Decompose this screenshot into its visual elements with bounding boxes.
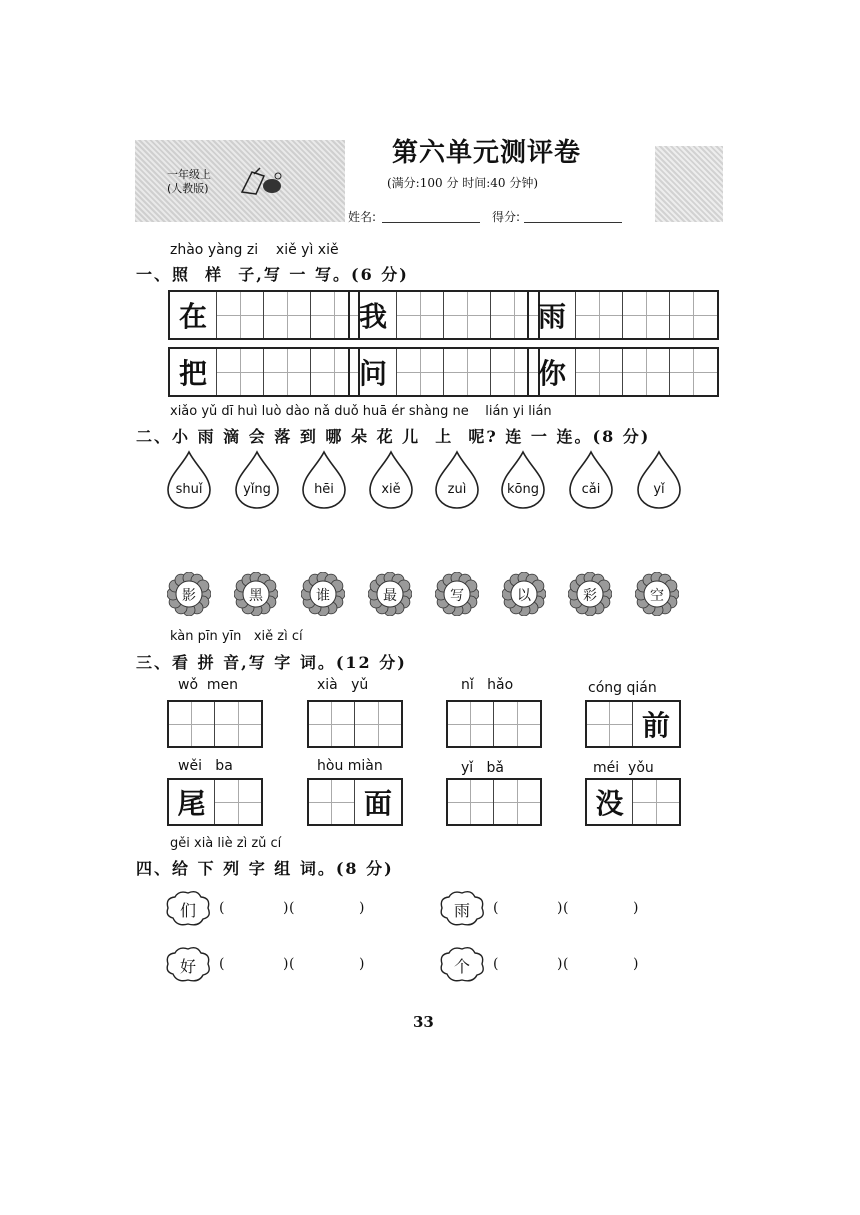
answer-blank[interactable]: [227, 900, 279, 920]
grid-cell[interactable]: [670, 349, 717, 395]
flower-char: 以: [517, 588, 531, 604]
answer-blank-paren: ): [283, 956, 289, 972]
q3-item-pinyin: xià yǔ: [317, 677, 369, 693]
raindrop-2[interactable]: [234, 450, 280, 510]
grade-label: [167, 168, 211, 196]
grid-cell[interactable]: [576, 292, 623, 338]
answer-blank-paren: (: [563, 956, 569, 972]
page-number: 33: [413, 1013, 434, 1031]
answer-blank-paren: ): [557, 956, 563, 972]
raindrop-8[interactable]: [636, 450, 682, 510]
q3-item-pinyin: wěi ba: [178, 758, 233, 774]
q1-grid[interactable]: [348, 290, 540, 340]
answer-blank-paren: ): [633, 956, 639, 972]
raindrop-7[interactable]: [568, 450, 614, 510]
raindrop-icon: [166, 450, 212, 510]
flower-char: 彩: [583, 588, 597, 604]
flower-7[interactable]: [568, 572, 612, 616]
grid-cell[interactable]: [264, 349, 311, 395]
grid-cell[interactable]: [670, 292, 717, 338]
q3-word-grid[interactable]: [167, 778, 263, 826]
answer-blank[interactable]: [571, 956, 623, 976]
q3-word-grid[interactable]: [307, 700, 403, 748]
grade-line2: (人教版): [167, 182, 209, 195]
grid-cell[interactable]: [587, 702, 633, 746]
answer-blank-paren: (: [219, 956, 225, 972]
q4-char: 个: [453, 957, 470, 976]
grid-cell[interactable]: [623, 292, 670, 338]
raindrop-pinyin: kōng: [507, 482, 539, 497]
raindrop-icon: [568, 450, 614, 510]
grid-cell: 问: [350, 349, 397, 395]
raindrop-6[interactable]: [500, 450, 546, 510]
q3-word-grid[interactable]: [446, 778, 542, 826]
q3-item-pinyin: nǐ hǎo: [461, 677, 514, 693]
answer-blank-paren: (: [289, 956, 295, 972]
q4-char-badge: [163, 888, 213, 928]
q3-word-grid[interactable]: [585, 700, 681, 748]
raindrop-pinyin: hēi: [314, 482, 334, 497]
q2-heading: 二、小 雨 滴 会 落 到 哪 朵 花 儿 上 呢? 连 一 连。(8 分): [136, 427, 651, 446]
raindrop-icon: [636, 450, 682, 510]
q3-word-grid[interactable]: [585, 778, 681, 826]
raindrop-1[interactable]: [166, 450, 212, 510]
grid-cell: 面: [363, 787, 392, 820]
q4-char-badge: [163, 944, 213, 984]
flower-char: 影: [182, 588, 196, 604]
q4-char: 们: [179, 901, 196, 920]
q3-item-pinyin: méi yǒu: [593, 760, 654, 776]
raindrop-pinyin: shuǐ: [175, 482, 203, 497]
answer-blank-paren: (: [493, 900, 499, 916]
raindrop-pinyin: yǐng: [243, 482, 271, 497]
answer-blank[interactable]: [297, 956, 349, 976]
q3-pinyin: kàn pīn yīn xiě zì cí: [170, 629, 303, 644]
grid-cell[interactable]: [444, 292, 491, 338]
answer-blank-paren: ): [359, 956, 365, 972]
answer-blank-paren: ): [283, 900, 289, 916]
flower-char: 黑: [249, 588, 263, 604]
q2-pinyin: xiǎo yǔ dī huì luò dào nǎ duǒ huā ér shàng ne lián yi lián: [170, 404, 552, 419]
grid-cell[interactable]: [264, 292, 311, 338]
raindrop-3[interactable]: [301, 450, 347, 510]
q3-item-pinyin: cóng qián: [588, 680, 657, 696]
grid-cell[interactable]: [309, 702, 355, 746]
grid-cell[interactable]: [397, 292, 444, 338]
grid-cell[interactable]: [623, 349, 670, 395]
grid-cell: 尾: [169, 780, 215, 824]
test-info: (满分:100 分 时间:40 分钟): [387, 176, 539, 190]
flower-2[interactable]: [234, 572, 278, 616]
grid-cell[interactable]: [448, 780, 494, 824]
flower-8[interactable]: [635, 572, 679, 616]
grid-cell[interactable]: [217, 292, 264, 338]
grid-cell[interactable]: [355, 702, 401, 746]
raindrop-pinyin: cǎi: [581, 482, 601, 497]
answer-blank[interactable]: [501, 956, 553, 976]
grid-cell: 在: [170, 292, 217, 338]
raindrop-icon: [234, 450, 280, 510]
answer-blank-paren: ): [359, 900, 365, 916]
answer-blank-paren: (: [493, 956, 499, 972]
q1-grid[interactable]: [168, 290, 360, 340]
header-right-band: [655, 146, 723, 222]
q4-char: 好: [179, 957, 196, 976]
raindrop-pinyin: yǐ: [653, 482, 665, 497]
flower-char: 空: [650, 588, 664, 604]
grid-cell: 没: [587, 780, 633, 824]
raindrop-icon: [434, 450, 480, 510]
q1-pinyin: zhào yàng zi xiě yì xiě: [170, 242, 339, 258]
raindrop-5[interactable]: [434, 450, 480, 510]
grid-cell: 把: [170, 349, 217, 395]
answer-blank-paren: (: [219, 900, 225, 916]
grade-line1: 一年级上: [167, 168, 211, 181]
flower-char: 谁: [316, 588, 330, 604]
score-field[interactable]: [524, 222, 622, 223]
grid-cell[interactable]: [217, 349, 264, 395]
q1-grid[interactable]: [527, 290, 719, 340]
q1-grid[interactable]: [527, 347, 719, 397]
grid-cell[interactable]: [215, 702, 261, 746]
score-label: 得分:: [492, 210, 521, 224]
q3-word-grid[interactable]: [167, 700, 263, 748]
q4-char-badge: [437, 944, 487, 984]
answer-blank-paren: ): [633, 900, 639, 916]
flower-4[interactable]: [368, 572, 412, 616]
answer-blank[interactable]: [297, 900, 349, 920]
q1-grid[interactable]: [348, 347, 540, 397]
name-label: 姓名:: [348, 210, 377, 224]
q3-word-grid[interactable]: [307, 778, 403, 826]
flower-1[interactable]: [167, 572, 211, 616]
page-title: 第六单元测评卷: [392, 138, 582, 168]
q3-heading: 三、看 拼 音,写 字 词。(12 分): [136, 653, 407, 672]
answer-blank[interactable]: [227, 956, 279, 976]
book-icon: [238, 166, 286, 196]
grid-cell: 你: [529, 349, 576, 395]
grid-cell: 前: [641, 709, 670, 742]
grid-cell: 雨: [529, 292, 576, 338]
q4-heading: 四、给 下 列 字 组 词。(8 分): [136, 859, 394, 878]
flower-6[interactable]: [502, 572, 546, 616]
raindrop-pinyin: xiě: [381, 482, 401, 497]
raindrop-icon: [368, 450, 414, 510]
flower-3[interactable]: [301, 572, 345, 616]
q4-char: 雨: [453, 901, 470, 920]
q3-item-pinyin: hòu miàn: [317, 758, 383, 774]
name-field[interactable]: [382, 222, 480, 223]
answer-blank[interactable]: [571, 900, 623, 920]
flower-5[interactable]: [435, 572, 479, 616]
q3-item-pinyin: wǒ men: [178, 677, 239, 693]
raindrop-icon: [500, 450, 546, 510]
grid-cell: 我: [350, 292, 397, 338]
raindrop-4[interactable]: [368, 450, 414, 510]
q1-heading: 一、照 样 子,写 一 写。(6 分): [136, 265, 409, 284]
grid-cell[interactable]: [576, 349, 623, 395]
flower-char: 最: [383, 588, 397, 604]
flower-char: 写: [450, 588, 464, 604]
grid-cell[interactable]: [448, 702, 494, 746]
grid-cell[interactable]: [215, 780, 261, 824]
answer-blank-paren: (: [289, 900, 295, 916]
q3-item-pinyin: yǐ bǎ: [461, 760, 504, 776]
q4-pinyin: gěi xià liè zì zǔ cí: [170, 836, 282, 851]
grid-cell[interactable]: [444, 349, 491, 395]
answer-blank[interactable]: [501, 900, 553, 920]
answer-blank-paren: (: [563, 900, 569, 916]
grid-cell[interactable]: [633, 780, 679, 824]
grid-cell[interactable]: [397, 349, 444, 395]
q4-char-badge: [437, 888, 487, 928]
grid-cell[interactable]: [309, 780, 355, 824]
grid-cell[interactable]: [169, 702, 215, 746]
grid-cell[interactable]: [494, 702, 540, 746]
q1-grid[interactable]: [168, 347, 360, 397]
answer-blank-paren: ): [557, 900, 563, 916]
raindrop-pinyin: zuì: [447, 482, 467, 497]
q3-word-grid[interactable]: [446, 700, 542, 748]
grid-cell[interactable]: [494, 780, 540, 824]
raindrop-icon: [301, 450, 347, 510]
